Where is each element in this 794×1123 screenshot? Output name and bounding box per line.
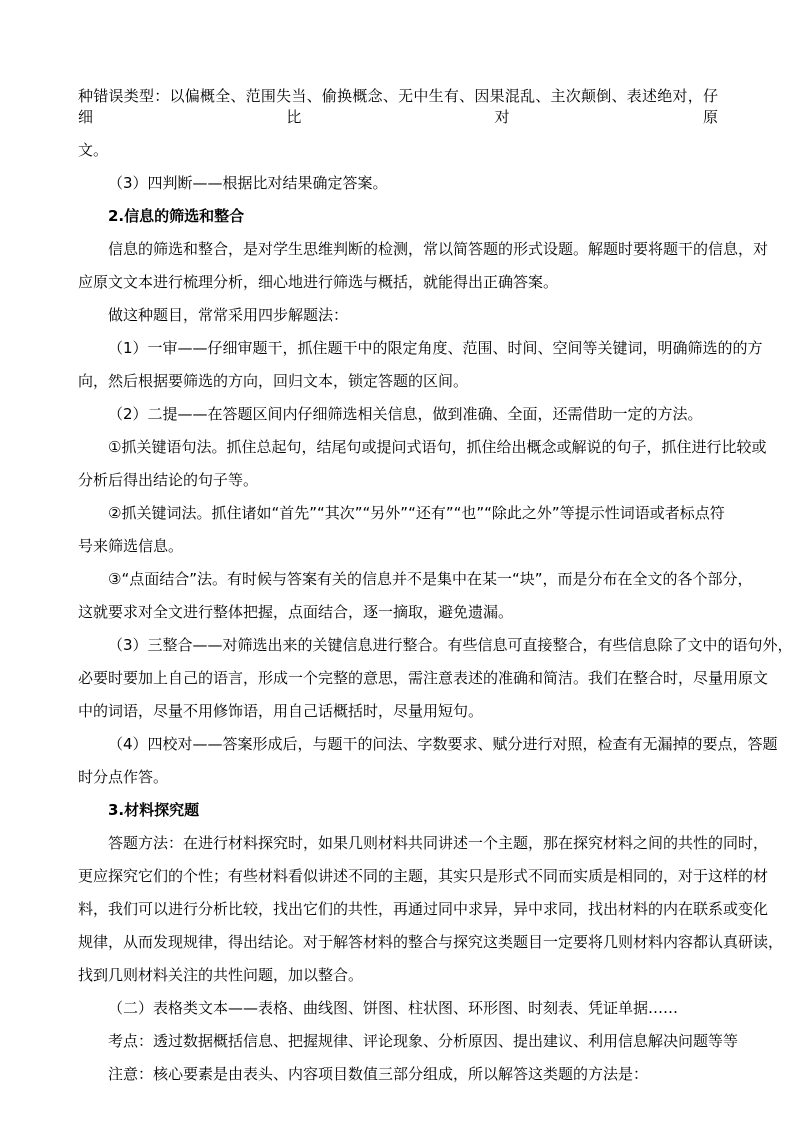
text-line: 规律，从而发现规律，得出结论。对于解答材料的整合与探究这类题目一定要将几则材料内容都认真研读， — [78, 933, 784, 951]
text-line: 料，我们可以进行分析比较，找出它们的共性，再通过同中求异，异中求同，找出材料的内在联系或变化 — [78, 900, 769, 918]
text-line: （3）三整合——对筛选出来的关键信息进行整合。有些信息可直接整合，有些信息除了文中的语句外， — [108, 636, 793, 654]
text-line: 应原文文本进行梳理分析，细心地进行筛选与概括，就能得出正确答案。 — [78, 273, 559, 291]
text-line: 种错误类型：以偏概全、范围失当、偷换概念、无中生有、因果混乱、主次颠倒、表述绝对，仔细比对原 — [78, 87, 718, 126]
text-line: （1）一审——仔细审题干，抓住题干中的限定角度、范围、时间、空间等关键词，明确筛选的的方 — [108, 339, 763, 357]
text-line: 信息的筛选和整合，是对学生思维判断的检测，常以简答题的形式设题。解题时要将题干的信息，对 — [108, 240, 769, 258]
text-line: 文。 — [78, 141, 109, 159]
text-line: （3）四判断——根据比对结果确定答案。 — [108, 174, 388, 192]
text-line: 向，然后根据要筛选的方向，回归文本，锁定答题的区间。 — [78, 372, 469, 390]
document-body — [78, 86, 793, 1085]
text-line: ②抓关键词法。抓住诸如“首先”“其次”“另外”“还有”“也”“除此之外”等提示性词语或者标点符 — [108, 504, 725, 522]
text-line: 答题方法：在进行材料探究时，如果几则材料共同讲述一个主题，那在探究材料之间的共性的同时， — [108, 834, 769, 852]
text-line: ③“点面结合”法。有时候与答案有关的信息并不是集中在某一“块”，而是分布在全文的各个部分， — [108, 570, 753, 588]
text-line: ①抓关键语句法。抓住总起句，结尾句或提问式语句，抓住给出概念或解说的句子，抓住进行比较或 — [108, 438, 767, 456]
text-line: 号来筛选信息。 — [78, 537, 184, 555]
text-line: 必要时要加上自己的语言，形成一个完整的意思，需注意表述的准确和简洁。我们在整合时，尽量用原文 — [78, 669, 769, 687]
section-heading: 2.信息的筛选和整合 — [108, 207, 245, 225]
text-line: （2）二提——在答题区间内仔细筛选相关信息，做到准确、全面，还需借助一定的方法。 — [108, 405, 703, 423]
text-line: 注意：核心要素是由表头、内容项目数值三部分组成，所以解答这类题的方法是： — [108, 1065, 649, 1083]
text-line: 分析后得出结论的句子等。 — [78, 471, 259, 489]
text-line: 做这种题目，常常采用四步解题法： — [108, 306, 349, 324]
text-line: 找到几则材料关注的共性问题，加以整合。 — [78, 966, 364, 984]
text-line: 中的词语，尽量不用修饰语，用自己话概括时，尽量用短句。 — [78, 702, 484, 720]
text-line: 时分点作答。 — [78, 768, 169, 786]
section-heading: 3.材料探究题 — [108, 801, 200, 819]
text-line: （二）表格类文本——表格、曲线图、饼图、柱状图、环形图、时刻表、凭证单据…… — [108, 999, 679, 1017]
text-line: 考点：透过数据概括信息、把握规律、评论现象、分析原因、提出建议、利用信息解决问题等等 — [108, 1032, 739, 1050]
text-line: 这就要求对全文进行整体把握，点面结合，逐一摘取，避免遗漏。 — [78, 603, 514, 621]
text-line: （4）四校对——答案形成后，与题干的问法、字数要求、赋分进行对照，检查有无漏掉的要点，答题 — [108, 735, 778, 753]
text-line: 更应探究它们的个性；有些材料看似讲述不同的主题，其实只是形式不同而实质是相同的，对于这样的材 — [78, 867, 769, 885]
